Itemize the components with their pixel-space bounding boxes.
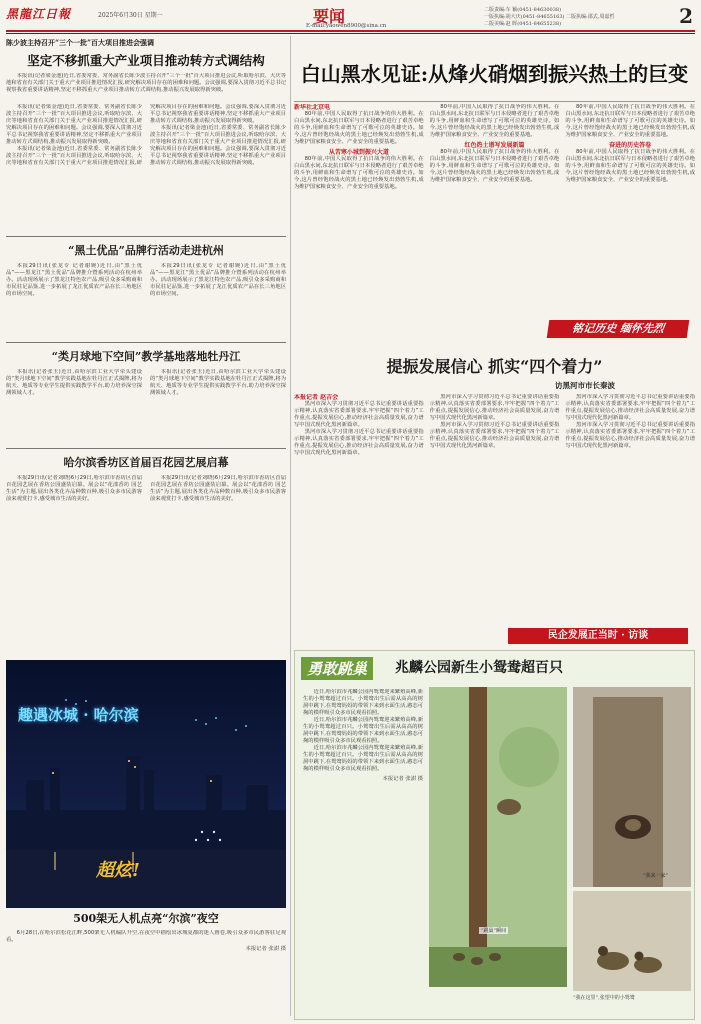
section-email: E-mail:yaowen8900@sina.cn xyxy=(306,23,387,28)
duck-photo-1-caption: “跳巢”瞬间 xyxy=(481,928,507,934)
article-4-text: 本报29日讯(记者刘晓)6月29日,哈尔滨市香坊区首届百花园艺展在香坊公园盛装启幕。展会以“花漾香坊 园艺生活”为主题,展出各类花卉品种数百种,吸引众多市民游客前来观赏打卡,感受城市生活的美好。 xyxy=(150,475,286,502)
drone-formation-text: 趣遇冰城 · 哈尔滨 xyxy=(18,706,139,724)
column-divider xyxy=(290,36,291,1016)
ducklings-image xyxy=(573,891,691,991)
article-7-stamp: 勇敢跳巢 xyxy=(301,657,373,680)
article-1-lead: 陈少波主持召开“三个一批”百大项目推进会强调 xyxy=(6,38,155,47)
article-1-body xyxy=(6,73,286,104)
night-skyline-image xyxy=(6,660,286,908)
divider xyxy=(6,342,286,343)
article-6-headline xyxy=(294,350,695,390)
photo-caption-text: 6月28日,在哈尔滨松花江畔,500架无人机编队升空,在夜空中描绘出冰城夏都的迷人画卷,吸引众多市民游客驻足观看。 xyxy=(6,930,286,943)
article-5-subhead: 奋进的历史答卷 xyxy=(609,142,652,149)
article-7-box xyxy=(294,650,695,1020)
article-6-subtitle: 访黑河市市长秦波 xyxy=(555,381,615,390)
article-5-text: 80年前,中国人民取得了抗日战争的伟大胜利。在白山黑水间,东北抗日联军与日本侵略者进行了艰苦卓绝的斗争,用鲜血和生命谱写了可歌可泣的英雄史诗。如今,这片曾经饱经战火的黑土地已经焕发出勃勃生机,成为维护国家粮食安全、产业安全的重要基地。 xyxy=(565,149,695,183)
editor-contacts xyxy=(484,7,614,28)
duck-photo-3-caption: “我在这里”,张望中的小鸳鸯 xyxy=(573,995,635,1001)
article-2-body xyxy=(6,263,286,340)
masthead-rule-thin xyxy=(6,33,695,34)
photo-stamp: 超炫! xyxy=(96,860,140,881)
duck-nest-image xyxy=(573,687,691,887)
article-7-body xyxy=(303,689,423,989)
contact-line: 二版美编:赵 晖(0451-84655238) xyxy=(484,21,562,27)
article-3-title: “类月球地下空间”教学基地落地牡丹江 xyxy=(51,350,241,363)
article-5-text: 80年前,中国人民取得了抗日战争的伟大胜利。在白山黑水间,东北抗日联军与日本侵略者进行了艰苦卓绝的斗争,用鲜血和生命谱写了可歌可泣的英雄史诗。如今,这片曾经饱经战火的黑土地已经焕发出勃勃生机,成为维护国家粮食安全、产业安全的重要基地。 xyxy=(294,156,424,190)
article-1-text: 本报讯(记者梁金池)近日,省委常委、常务副省长陈少波主持召开“三个一批”百大项目推进会议,听取哈尔滨、大庆等地和省直有关部门关于重大产业项目推进情况汇报,研究解决项目存在的困难和问题。会议强调,要深入贯彻习近平总书记视察我省重要讲话精神,坚定不移抓重大产业项目推动转方式调结构,推动振兴发展取得新突破。 xyxy=(6,104,142,145)
photo-title: 500架无人机点亮“尔滨”夜空 xyxy=(73,912,219,925)
article-5-tag: 新华社北京电 xyxy=(294,104,331,111)
article-6-banner: 民企发展正当时 · 访谈 xyxy=(508,628,688,644)
article-5-text: 80年前,中国人民取得了抗日战争的伟大胜利。在白山黑水间,东北抗日联军与日本侵略者进行了艰苦卓绝的斗争,用鲜血和生命谱写了可歌可泣的英雄史诗。如今,这片曾经饱经战火的黑土地已经焕发出勃勃生机,成为维护国家粮食安全、产业安全的重要基地。 xyxy=(429,149,560,183)
page-number: 2 xyxy=(679,4,693,28)
article-6-body xyxy=(294,394,695,634)
article-5-text: 80年前,中国人民取得了抗日战争的伟大胜利。在白山黑水间,东北抗日联军与日本侵略者进行了艰苦卓绝的斗争,用鲜血和生命谱写了可歌可泣的英雄史诗。如今,这片曾经饱经战火的黑土地已经焕发出勃勃生机,成为维护国家粮食安全、产业安全的重要基地。 xyxy=(429,104,560,138)
article-6-text: 黑河市深入学习贯彻习近平总书记重要讲话重要指示精神,认真落实省委部署要求,牢牢把握“四个着力”工作重点,提振发展信心,推动经济社会高质量发展,奋力谱写中国式现代化黑河新篇章。 xyxy=(565,394,695,421)
article-5-column xyxy=(565,104,695,354)
article-7-credit: 本报记者 张澍 摄 xyxy=(382,776,423,782)
article-5-subhead: 红色热土谱写发展新篇 xyxy=(464,142,525,149)
article-7-title: 兆麟公园新生小鸳鸯超百只 xyxy=(395,660,563,676)
article-1-text: 本报讯(记者梁金池)近日,省委常委、常务副省长陈少波主持召开“三个一批”百大项目推进会议,听取哈尔滨、大庆等地和省直有关部门关于重大产业项目推进情况汇报,研究解决项目存在的困难和问题。会议强调,要深入贯彻习近平总书记视察我省重要讲话精神,坚定不移抓重大产业项目推动转方式调结构,推动振兴发展取得新突破。 xyxy=(6,104,286,166)
article-6-text: 黑河市深入学习贯彻习近平总书记重要讲话重要指示精神,认真落实省委部署要求,牢牢把握“四个着力”工作重点,提振发展信心,推动经济社会高质量发展,奋力谱写中国式现代化黑河新篇章。 xyxy=(565,422,695,449)
article-2-title: “黑土优品”品牌行活动走进杭州 xyxy=(68,244,224,257)
article-2-text: 本报29日讯(张龙专 记者谢婉)近日,由“黑土优品”——黑龙江“黑土优品”品牌推介暨系列活动在杭州举办。活动现场展示了黑龙江特色农产品,吸引众多采购商和市民驻足品鉴,进一步拓展了龙江优质农产品在长三角地区的市场空间。 xyxy=(150,263,286,297)
article-6-column xyxy=(294,394,424,634)
drone-show-photo xyxy=(6,660,286,908)
article-1-continued xyxy=(6,104,286,234)
article-1-text: 本报讯(记者梁金池)近日,省委常委、常务副省长陈少波主持召开“三个一批”百大项目推进会议,听取哈尔滨、大庆等地和省直有关部门关于重大产业项目推进情况汇报,研究解决项目存在的困难和问题。会议强调,要深入贯彻习近平总书记视察我省重要讲话精神,坚定不移抓重大产业项目推动转方式调结构,推动振兴发展取得新突破。 xyxy=(6,73,286,93)
article-1-columns xyxy=(6,104,286,234)
article-7-text: 近日,哈尔滨市兆麟公园内鸳鸯迎来繁殖高峰,新生的小鸳鸯超过百只。小鸳鸯出生后需从高高的树洞中跳下,在鸳鸯妈妈的带领下来到水面生活,憨态可掬的模样吸引众多市民观看拍照。 xyxy=(303,689,423,716)
article-5-body xyxy=(294,104,695,354)
article-5-column xyxy=(430,104,560,354)
article-1 xyxy=(6,38,286,104)
article-2 xyxy=(6,240,286,340)
article-4-body xyxy=(6,475,286,562)
duck-photo-2 xyxy=(573,687,691,887)
masthead-rule xyxy=(6,30,695,32)
article-3-body xyxy=(6,369,286,446)
article-4-text: 本报29日讯(记者刘晓)6月29日,哈尔滨市香坊区首届百花园艺展在香坊公园盛装启幕。展会以“花漾香坊 园艺生活”为主题,展出各类花卉品种数百种,吸引众多市民游客前来观赏打卡,感受城市生活的美好。 xyxy=(6,475,142,502)
article-6-tag: 本报记者 赵吉会 xyxy=(294,394,339,401)
photo-credit: 本报记者 张澍 摄 xyxy=(245,946,286,952)
article-6-text: 黑河市深入学习贯彻习近平总书记重要讲话重要指示精神,认真落实省委部署要求,牢牢把握“四个着力”工作重点,提振发展信心,推动经济社会高质量发展,奋力谱写中国式现代化黑河新篇章。 xyxy=(429,422,560,449)
contact-line: 一版执编:胡大庆(0451-84655163) 二版执编:邵式,周嘉哲 xyxy=(484,14,615,20)
article-5-text: 80年前,中国人民取得了抗日战争的伟大胜利。在白山黑水间,东北抗日联军与日本侵略者进行了艰苦卓绝的斗争,用鲜血和生命谱写了可歌可泣的英雄史诗。如今,这片曾经饱经战火的黑土地已经焕发出勃勃生机,成为维护国家粮食安全、产业安全的重要基地。 xyxy=(294,111,424,145)
article-6-columns xyxy=(294,394,695,634)
article-4 xyxy=(6,452,286,562)
newspaper-logo: 黑龍江日報 xyxy=(6,7,72,21)
article-5-banner: 铭记历史 缅怀先烈 xyxy=(547,320,690,338)
duck-photo-2-caption: “我来一家” xyxy=(643,873,669,879)
photo-caption xyxy=(6,930,286,1020)
duck-photo-3 xyxy=(573,891,691,991)
article-7-text: 近日,哈尔滨市兆麟公园内鸳鸯迎来繁殖高峰,新生的小鸳鸯超过百只。小鸳鸯出生后需从高高的树洞中跳下,在鸳鸯妈妈的带领下来到水面生活,憨态可掬的模样吸引众多市民观看拍照。 xyxy=(303,745,423,772)
article-5-title: 白山黑水见证:从烽火硝烟到振兴热土的巨变 xyxy=(300,62,689,86)
article-5-column xyxy=(294,104,424,354)
duck-jump-image xyxy=(429,687,567,987)
article-6-text: 黑河市深入学习贯彻习近平总书记重要讲话重要指示精神,认真落实省委部署要求,牢牢把握“四个着力”工作重点,提振发展信心,推动经济社会高质量发展,奋力谱写中国式现代化黑河新篇章。 xyxy=(429,394,560,421)
article-5-text: 80年前,中国人民取得了抗日战争的伟大胜利。在白山黑水间,东北抗日联军与日本侵略者进行了艰苦卓绝的斗争,用鲜血和生命谱写了可歌可泣的英雄史诗。如今,这片曾经饱经战火的黑土地已经焕发出勃勃生机,成为维护国家粮食安全、产业安全的重要基地。 xyxy=(565,104,695,138)
dateline: 2025年6月30日 星期一 xyxy=(98,12,163,19)
article-5-columns xyxy=(294,104,695,354)
article-5-headline xyxy=(294,38,695,102)
divider xyxy=(6,448,286,449)
article-6-column xyxy=(430,394,560,634)
article-6-text: 黑河市深入学习贯彻习近平总书记重要讲话重要指示精神,认真落实省委部署要求,牢牢把握“四个着力”工作重点,提振发展信心,推动经济社会高质量发展,奋力谱写中国式现代化黑河新篇章。 xyxy=(294,401,424,428)
article-1-text: 本报讯(记者梁金池)近日,省委常委、常务副省长陈少波主持召开“三个一批”百大项目推进会议,听取哈尔滨、大庆等地和省直有关部门关于重大产业项目推进情况汇报,研究解决项目存在的困难和问题。会议强调,要深入贯彻习近平总书记视察我省重要讲话精神,坚定不移抓重大产业项目推动转方式调结构,推动振兴发展取得新突破。 xyxy=(150,125,286,166)
contact-line: 二版责编:车 颖(0451-84630038) xyxy=(484,7,562,13)
article-7-text: 近日,哈尔滨市兆麟公园内鸳鸯迎来繁殖高峰,新生的小鸳鸯超过百只。小鸳鸯出生后需从高高的树洞中跳下,在鸳鸯妈妈的带领下来到水面生活,憨态可掬的模样吸引众多市民观看拍照。 xyxy=(303,717,423,744)
article-6-text: 黑河市深入学习贯彻习近平总书记重要讲话重要指示精神,认真落实省委部署要求,牢牢把握“四个着力”工作重点,提振发展信心,推动经济社会高质量发展,奋力谱写中国式现代化黑河新篇章。 xyxy=(294,429,424,456)
divider xyxy=(6,236,286,237)
article-6-title: 提振发展信心 抓实“四个着力” xyxy=(386,357,603,376)
article-4-title: 哈尔滨香坊区首届百花园艺展启幕 xyxy=(63,456,229,469)
article-3-text: 本报讯(记者张玉)近日,由哈尔滨工业大学牵头建设的“类月球地下空间”教学实践基地在牡丹江正式揭牌,将为航天、地质等专业学生提供实践教学平台,助力培养深空探测领域人才。 xyxy=(150,369,286,396)
article-5-subhead: 从苦寒小城到振兴大道 xyxy=(328,149,389,156)
article-2-text: 本报29日讯(张龙专 记者谢婉)近日,由“黑土优品”——黑龙江“黑土优品”品牌推介暨系列活动在杭州举办。活动现场展示了黑龙江特色农产品,吸引众多采购商和市民驻足品鉴,进一步拓展了龙江优质农产品在长三角地区的市场空间。 xyxy=(6,263,142,297)
article-6-column xyxy=(565,394,695,634)
article-3 xyxy=(6,346,286,446)
article-3-text: 本报讯(记者张玉)近日,由哈尔滨工业大学牵头建设的“类月球地下空间”教学实践基地在牡丹江正式揭牌,将为航天、地质等专业学生提供实践教学平台,助力培养深空探测领域人才。 xyxy=(6,369,142,396)
section-title: 要闻 xyxy=(313,7,346,26)
article-1-title: 坚定不移抓重大产业项目推动转方式调结构 xyxy=(27,53,265,68)
masthead xyxy=(6,4,695,28)
photo-headline-box xyxy=(6,910,286,928)
duck-photo-1 xyxy=(429,687,567,987)
